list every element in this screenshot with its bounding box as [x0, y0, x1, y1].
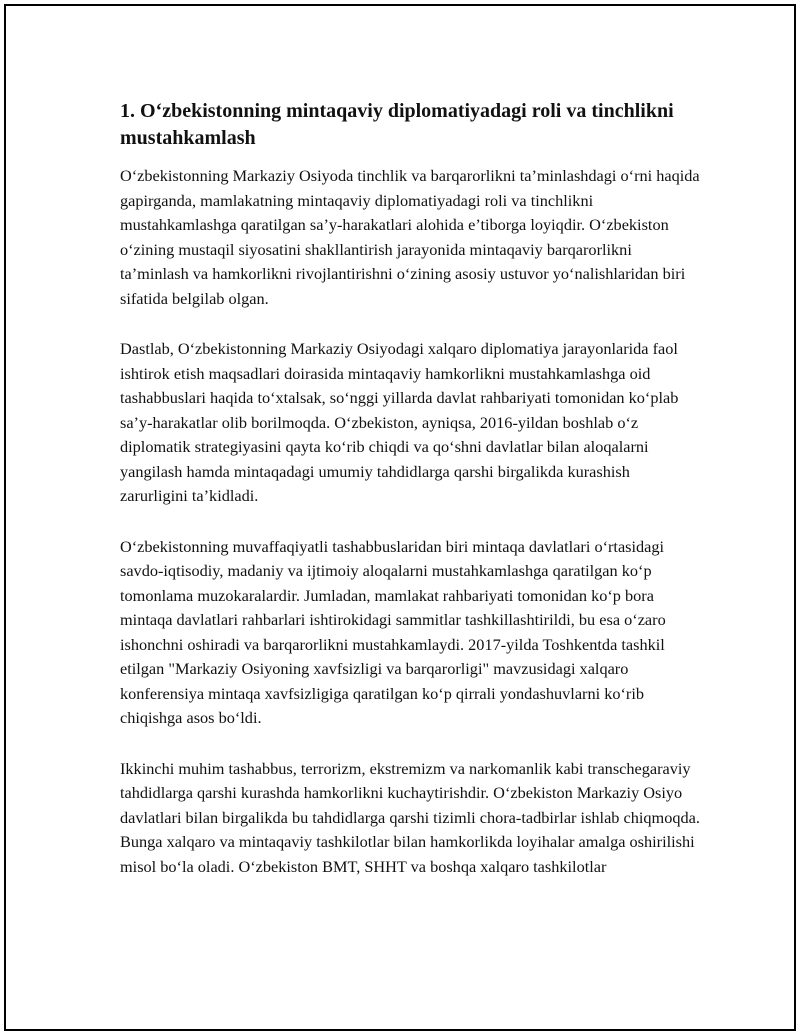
paragraph-3: O‘zbekistonning muvaffaqiyatli tashabbuslaridan biri mintaqa davlatlari o‘rtasidagi savdo-iqtisodiy, madaniy va ijtimoiy aloqalarni mustahkamlashga qaratilgan ko‘p tomonlama muzokaralardir. Jumladan, mamlakat rahbariyati tomonidan ko‘p bora mintaqa davlatlari rahbarlari ishtirokidagi sammitlar tashkillashtirildi, bu esa o‘zaro ishonchni oshiradi va barqarorlikni mustahkamlaydi. 2017-yilda Toshkentda tashkil etilgan "Markaziy Osiyoning xavfsizligi va barqarorligi" mavzusidagi xalqaro konferensiya mintaqa xavfsizligiga qaratilgan ko‘p qirrali yondashuvlarni ko‘rib chiqishga asos bo‘ldi. — [120, 536, 666, 727]
paragraph-2: Dastlab, O‘zbekistonning Markaziy Osiyodagi xalqaro diplomatiya jarayonlarida faol ishtirok etish maqsadlari doirasida mintaqaviy hamkorlikni mustahkamlashga oid tashabbuslari haqida to‘xtalsak, so‘nggi yillarda davlat rahbariyati tomonidan ko‘plab sa’y-harakatlar olib borilmoqda. O‘zbekiston, ayniqsa, 2016-yildan boshlab o‘z diplomatik strategiyasini qayta ko‘rib chiqdi va qo‘shni davlatlar bilan aloqalarni yangilash hamda mintaqadagi umumiy tahdidlarga qarshi birgalikda kurashish zarurligini ta’kidladi. — [120, 339, 679, 505]
section-heading: 1. O‘zbekistonning mintaqaviy diplomatiyadagi roli va tinchlikni mustahkamlash — [120, 100, 674, 149]
paragraph-4: Ikkinchi muhim tashabbus, terrorizm, ekstremizm va narkomanlik kabi transchegaraviy tahdidlarga qarshi kurashda hamkorlikni kuchaytirishdir. O‘zbekiston Markaziy Osiyo davlatlari bilan birgalikda bu tahdidlarga qarshi tizimli chora-tadbirlar ishlab chiqmoqda. Bunga xalqaro va mintaqaviy tashkilotlar bilan hamkorlikda loyihalar amalga oshirilishi misol bo‘la oladi. O‘zbekiston BMT, SHHT va boshqa xalqaro tashkilotlar — [120, 758, 700, 876]
page-frame — [4, 4, 796, 1031]
paragraph-1: O‘zbekistonning Markaziy Osiyoda tinchlik va barqarorlikni ta’minlashdagi o‘rni haqida gapirganda, mamlakatning mintaqaviy diplomatiyadagi roli va tinchlikni mustahkamlashga qaratilgan sa’y-harakatlari alohida e’tiborga loyiqdir. O‘zbekiston o‘zining mustaqil siyosatini shakllantirish jarayonida mintaqaviy barqarorlikni ta’minlash va hamkorlikni rivojlantirishni o‘zining asosiy ustuvor yo‘nalishlaridan biri sifatida belgilab olgan. — [120, 166, 700, 308]
document-body — [120, 98, 700, 905]
